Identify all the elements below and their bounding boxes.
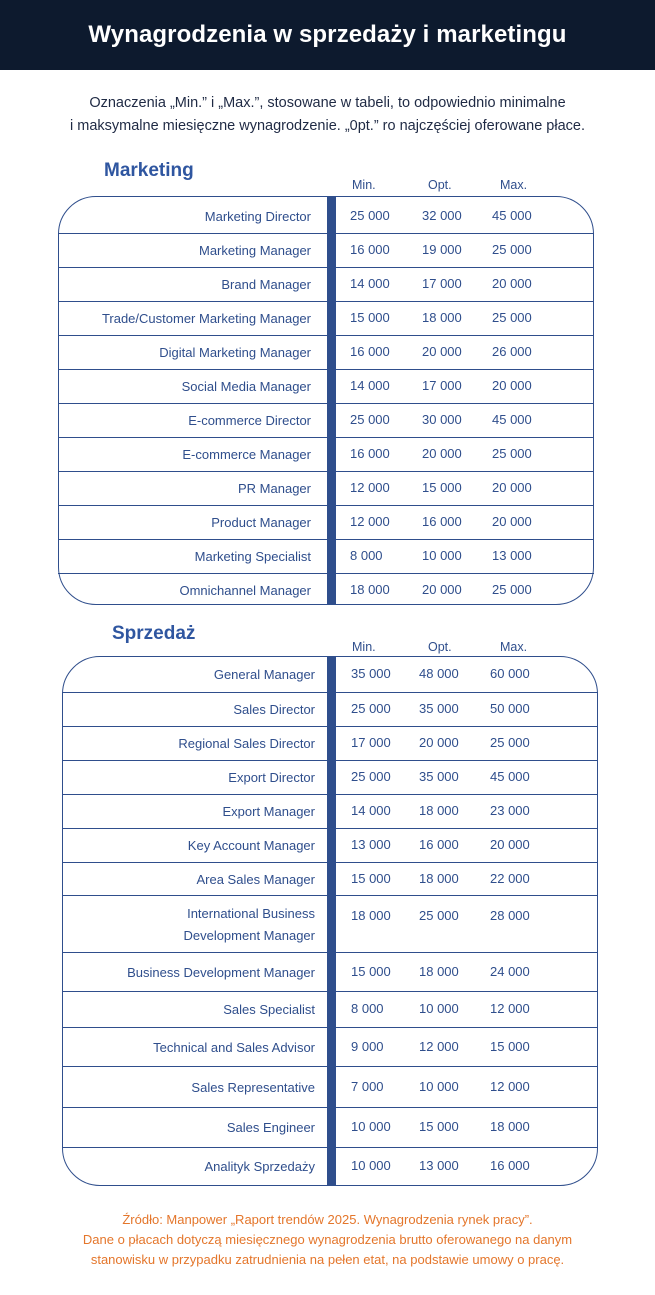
salary-opt: 10 000 bbox=[419, 1078, 459, 1094]
salary-opt: 32 000 bbox=[422, 207, 462, 223]
marketing-col-max: Max. bbox=[500, 178, 528, 192]
position-name: Trade/Customer Marketing Manager bbox=[101, 311, 311, 326]
salary-max: 23 000 bbox=[490, 803, 530, 818]
salary-min: 14 000 bbox=[350, 378, 390, 393]
table-row bbox=[58, 403, 594, 437]
table-row bbox=[58, 437, 594, 471]
position-name: Business Development Manager bbox=[127, 964, 315, 980]
position-name: Regional Sales Director bbox=[178, 736, 315, 751]
position-name: General Manager bbox=[213, 667, 315, 682]
salary-max: 22 000 bbox=[490, 870, 530, 886]
marketing-section-title: Marketing bbox=[104, 160, 194, 181]
salary-opt: 17 000 bbox=[422, 378, 462, 393]
salary-min: 16 000 bbox=[350, 446, 390, 461]
salary-min: 25 000 bbox=[350, 412, 390, 427]
salary-opt: 20 000 bbox=[422, 344, 462, 359]
page-title: Wynagrodzenia w sprzedaży i marketingu bbox=[88, 21, 567, 48]
salary-max: 20 000 bbox=[490, 837, 530, 852]
salary-opt: 10 000 bbox=[422, 548, 462, 563]
footnote-line: Dane o płacach dotyczą miesięcznego wynagrodzenia brutto oferowanego na danym bbox=[82, 1232, 573, 1247]
position-name: E-commerce Manager bbox=[182, 447, 311, 462]
salary-max: 45 000 bbox=[492, 412, 532, 427]
intro-line: i maksymalne miesięczne wynagrodzenie. „0pt.” ro najczęściej oferowane płace. bbox=[70, 118, 585, 134]
table-row bbox=[58, 301, 594, 335]
footnote-line: Źródło: Manpower „Raport trendów 2025. Wynagrodzenia rynek pracy”. bbox=[122, 1212, 533, 1227]
salary-opt: 17 000 bbox=[422, 276, 462, 291]
salary-min: 18 000 bbox=[350, 582, 390, 597]
position-name: Sales Director bbox=[233, 702, 315, 717]
position-name: Key Account Manager bbox=[187, 838, 315, 853]
salary-min: 13 000 bbox=[351, 837, 391, 852]
position-name: PR Manager bbox=[238, 481, 311, 496]
position-name: Export Director bbox=[228, 770, 315, 785]
salary-min: 17 000 bbox=[351, 735, 391, 750]
position-name: Sales Engineer bbox=[226, 1120, 315, 1135]
intro-line: Oznaczenia „Min.” i „Max.”, stosowane w tabeli, to odpowiednio minimalne bbox=[89, 95, 566, 111]
table-row bbox=[58, 539, 594, 573]
salary-opt: 20 000 bbox=[422, 582, 462, 597]
sales-col-opt: Opt. bbox=[428, 640, 452, 654]
salary-opt: 13 000 bbox=[419, 1158, 459, 1173]
footnote-line: stanowisku w przypadku zatrudnienia na pełen etat, na podstawie umowy o pracę. bbox=[90, 1252, 565, 1267]
salary-max: 25 000 bbox=[490, 735, 530, 750]
salary-max: 12 000 bbox=[490, 1078, 530, 1094]
salary-opt: 16 000 bbox=[422, 514, 462, 529]
position-name: Digital Marketing Manager bbox=[159, 345, 311, 360]
salary-max: 28 000 bbox=[490, 908, 530, 923]
table-row bbox=[58, 369, 594, 403]
salary-min: 16 000 bbox=[350, 242, 390, 257]
salary-min: 14 000 bbox=[350, 276, 390, 291]
position-name: International Business Development Manager bbox=[183, 905, 315, 943]
salary-max: 24 000 bbox=[490, 963, 530, 979]
position-name: Product Manager bbox=[211, 515, 311, 530]
salary-min: 18 000 bbox=[351, 908, 391, 923]
position-name: Technical and Sales Advisor bbox=[153, 1039, 315, 1055]
salary-min: 16 000 bbox=[350, 344, 390, 359]
salary-max: 50 000 bbox=[490, 701, 530, 716]
sales-col-max: Max. bbox=[500, 640, 528, 654]
salary-opt: 18 000 bbox=[419, 803, 459, 818]
salary-min: 8 000 bbox=[350, 548, 383, 563]
position-name: Export Manager bbox=[222, 804, 315, 819]
salary-max: 13 000 bbox=[492, 548, 532, 563]
position-name: Area Sales Manager bbox=[196, 871, 315, 887]
salary-max: 12 000 bbox=[490, 1001, 530, 1016]
salary-min: 9 000 bbox=[351, 1038, 384, 1054]
salary-opt: 19 000 bbox=[422, 242, 462, 257]
position-name: Brand Manager bbox=[221, 277, 311, 292]
salary-min: 25 000 bbox=[351, 769, 391, 784]
position-name: Omnichannel Manager bbox=[179, 583, 311, 598]
sales-section-title: Sprzedaż bbox=[112, 623, 196, 644]
salary-opt: 35 000 bbox=[419, 769, 459, 784]
salary-max: 15 000 bbox=[490, 1038, 530, 1054]
marketing-col-min: Min. bbox=[352, 178, 376, 192]
salary-min: 7 000 bbox=[351, 1078, 384, 1094]
salary-min: 25 000 bbox=[350, 207, 390, 223]
salary-max: 25 000 bbox=[492, 310, 532, 325]
salary-max: 25 000 bbox=[492, 242, 532, 257]
salary-opt: 35 000 bbox=[419, 701, 459, 716]
salary-opt: 30 000 bbox=[422, 412, 462, 427]
position-name: Marketing Specialist bbox=[194, 549, 311, 564]
salary-min: 10 000 bbox=[351, 1119, 391, 1134]
salary-max: 20 000 bbox=[492, 378, 532, 393]
salary-max: 25 000 bbox=[492, 446, 532, 461]
salary-opt: 15 000 bbox=[422, 480, 462, 495]
salary-opt: 18 000 bbox=[419, 870, 459, 886]
salary-max: 60 000 bbox=[490, 666, 530, 681]
salary-min: 8 000 bbox=[351, 1001, 384, 1016]
position-name: Analityk Sprzedaży bbox=[204, 1159, 315, 1174]
position-name: Marketing Manager bbox=[199, 243, 311, 258]
sales-col-min: Min. bbox=[352, 640, 376, 654]
position-name: Social Media Manager bbox=[181, 379, 311, 394]
position-name: Sales Representative bbox=[191, 1079, 315, 1095]
salary-max: 18 000 bbox=[490, 1119, 530, 1134]
salary-opt: 20 000 bbox=[419, 735, 459, 750]
salary-opt: 12 000 bbox=[419, 1038, 459, 1054]
salary-max: 16 000 bbox=[490, 1158, 530, 1173]
marketing-col-opt: Opt. bbox=[428, 178, 452, 192]
salary-min: 12 000 bbox=[350, 480, 390, 495]
position-name: Sales Specialist bbox=[223, 1002, 315, 1017]
salary-min: 25 000 bbox=[351, 701, 391, 716]
table-row bbox=[58, 200, 594, 233]
source-footnote bbox=[0, 1210, 655, 1270]
position-name: Marketing Director bbox=[204, 208, 311, 224]
table-row bbox=[58, 573, 594, 607]
salary-min: 14 000 bbox=[351, 803, 391, 818]
salary-opt: 20 000 bbox=[422, 446, 462, 461]
salary-min: 15 000 bbox=[350, 310, 390, 325]
salary-min: 35 000 bbox=[351, 666, 391, 681]
salary-opt: 10 000 bbox=[419, 1001, 459, 1016]
salary-opt: 48 000 bbox=[419, 666, 459, 681]
salary-max: 20 000 bbox=[492, 480, 532, 495]
salary-opt: 16 000 bbox=[419, 837, 459, 852]
salary-max: 20 000 bbox=[492, 276, 532, 291]
salary-max: 45 000 bbox=[490, 769, 530, 784]
salary-opt: 18 000 bbox=[419, 963, 459, 979]
salary-min: 15 000 bbox=[351, 870, 391, 886]
marketing-divider-bar bbox=[327, 196, 336, 605]
salary-opt: 15 000 bbox=[419, 1119, 459, 1134]
table-row bbox=[58, 267, 594, 301]
position-name: E-commerce Director bbox=[188, 413, 311, 428]
salary-min: 12 000 bbox=[350, 514, 390, 529]
sales-divider-bar bbox=[327, 656, 336, 1186]
table-row bbox=[58, 471, 594, 505]
salary-max: 26 000 bbox=[492, 344, 532, 359]
salary-min: 15 000 bbox=[351, 963, 391, 979]
intro-text bbox=[0, 92, 655, 138]
table-row bbox=[58, 335, 594, 369]
table-row bbox=[58, 233, 594, 267]
salary-opt: 18 000 bbox=[422, 310, 462, 325]
salary-max: 45 000 bbox=[492, 207, 532, 223]
salary-opt: 25 000 bbox=[419, 908, 459, 923]
table-row bbox=[58, 505, 594, 539]
salary-max: 20 000 bbox=[492, 514, 532, 529]
page-header bbox=[0, 0, 655, 70]
salary-min: 10 000 bbox=[351, 1158, 391, 1173]
salary-max: 25 000 bbox=[492, 582, 532, 597]
